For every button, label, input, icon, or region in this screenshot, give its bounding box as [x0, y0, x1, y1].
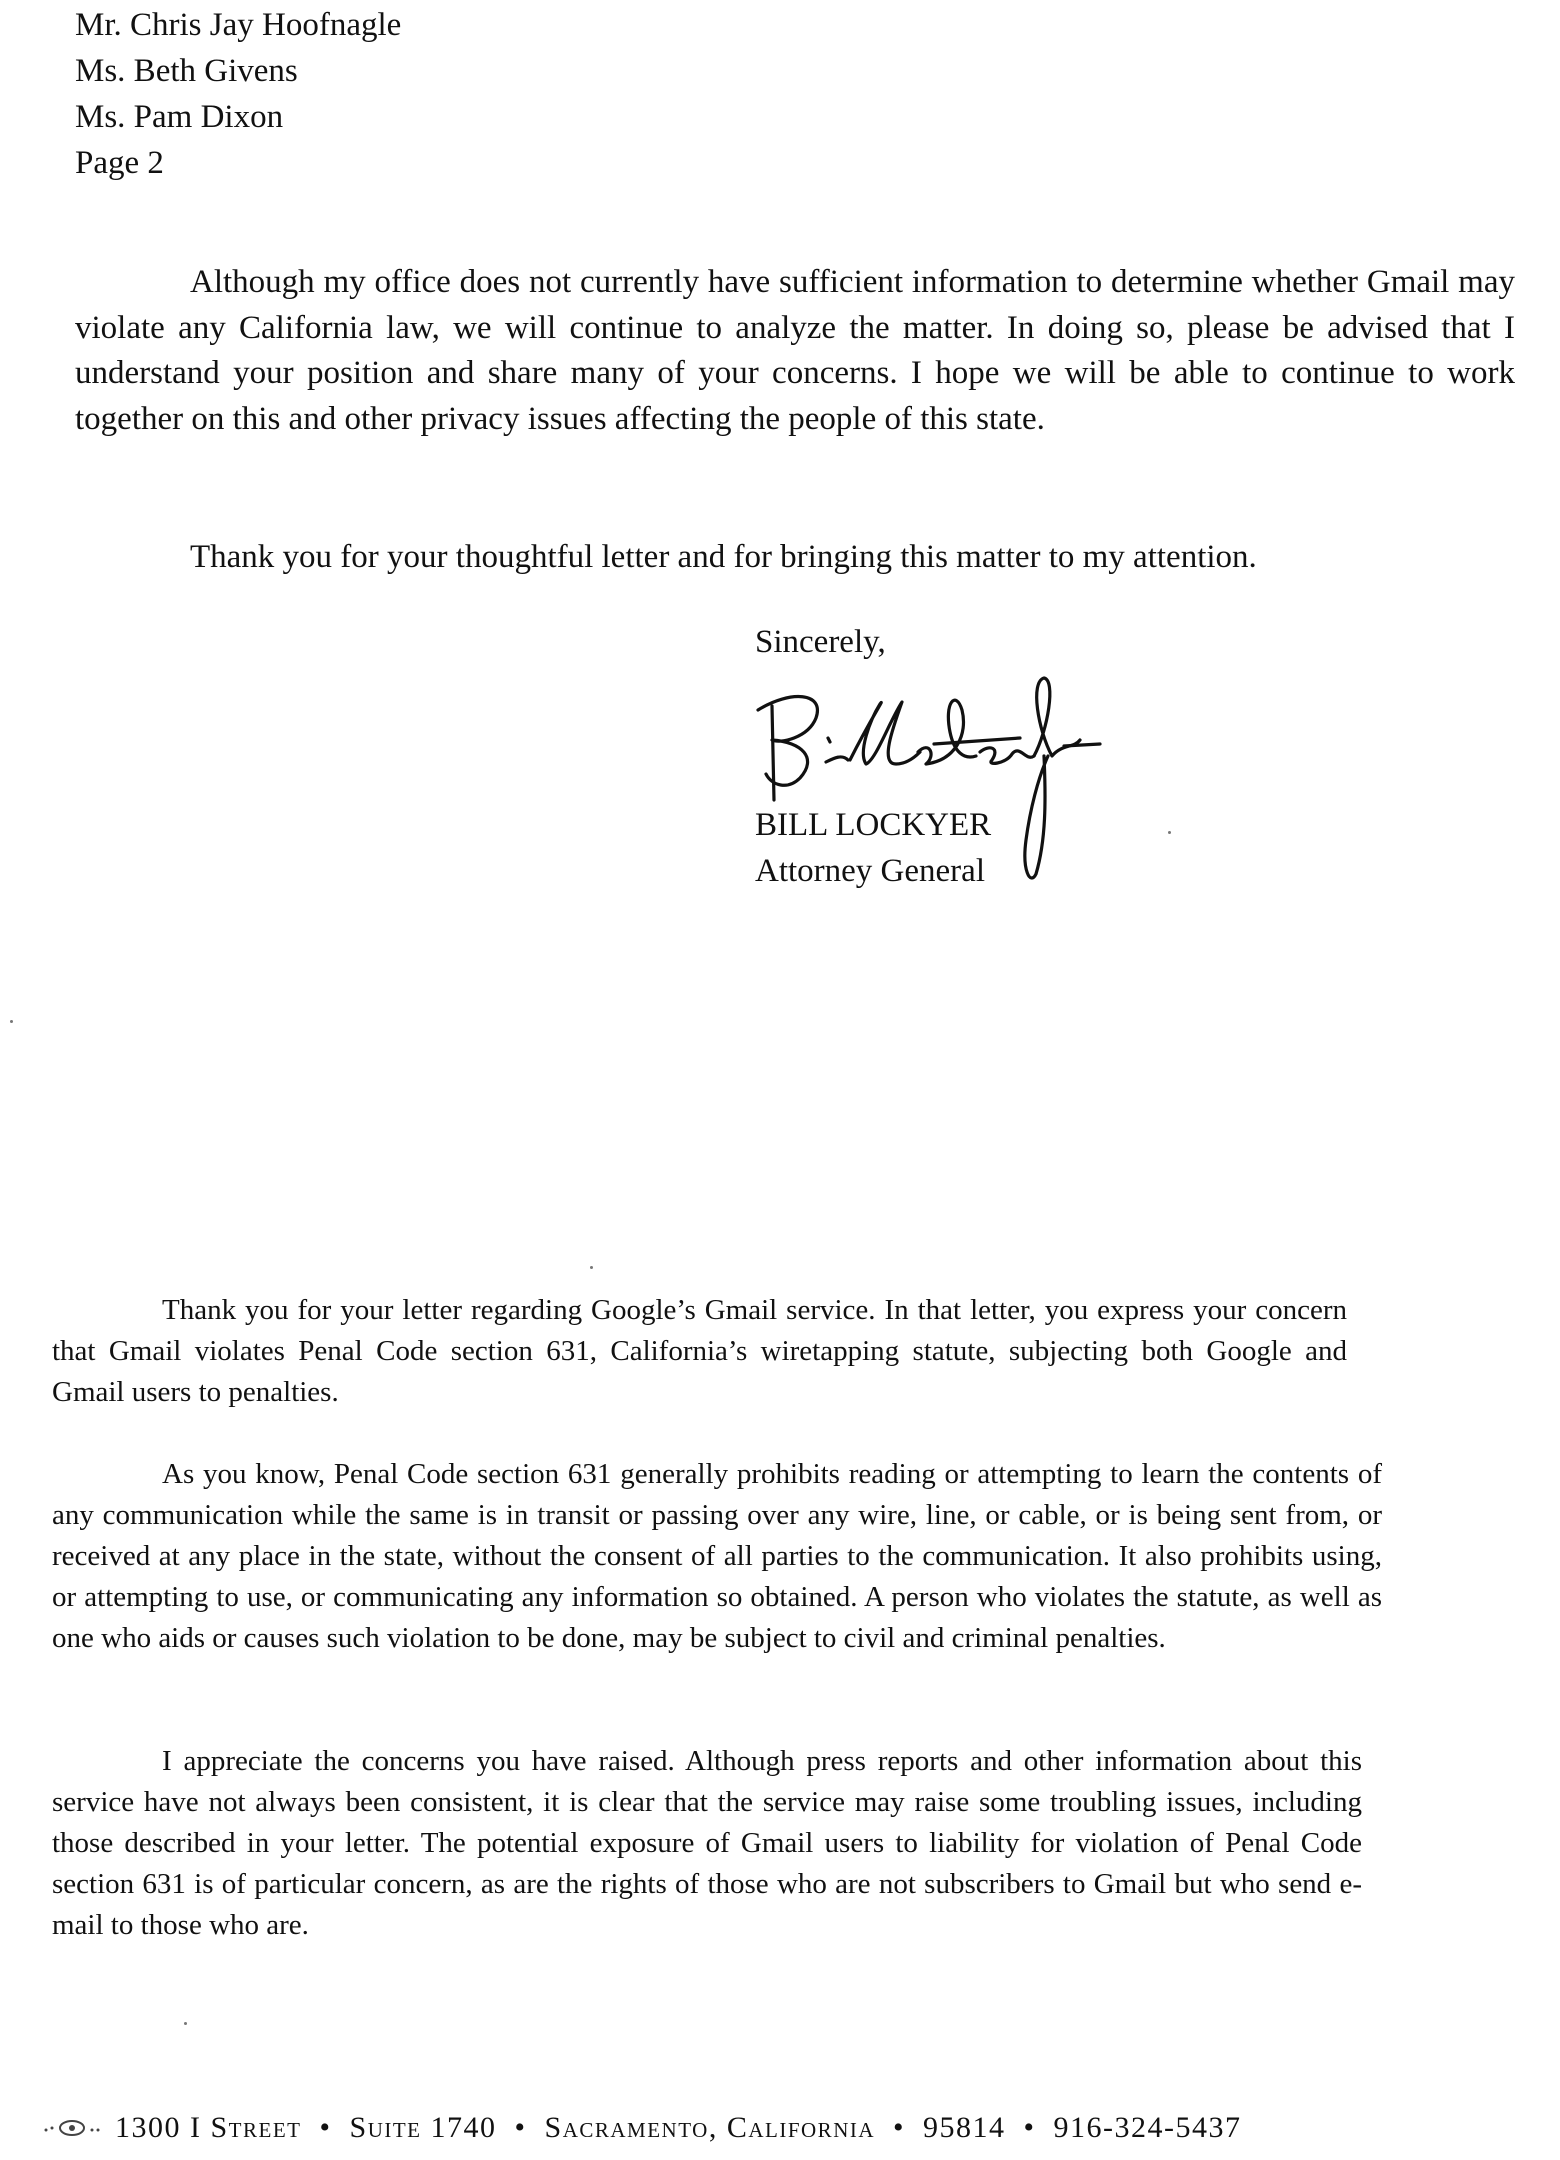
scan-speck: [184, 2022, 187, 2025]
scan-speck: [1168, 831, 1171, 834]
footer-suite: Suite 1740: [349, 2111, 497, 2144]
footer-address-line: [115, 2108, 1242, 2148]
body-paragraph-1: [75, 260, 1515, 442]
signer-title: Attorney General: [755, 853, 985, 889]
quoted-paragraph-2-text: As you know, Penal Code section 631 generally prohibits reading or attempting to learn the contents of any communication while the same is in transit or passing over any wire, line, or cable, or is being sent from, or received at any place in the state, without the consent of all parties to the communication. It also prohibits using, or attempting to use, or communicating any information so obtained. A person who violates the statute, as well as one who aids or causes such violation to be done, may be subject to civil and criminal penalties.: [52, 1458, 1382, 1654]
quoted-paragraph-3-text: I appreciate the concerns you have raised. Although press reports and other information about this service have not always been consistent, it is clear that the service may raise some troubling issues, including those described in your letter. The potential exposure of Gmail users to liability for violation of Penal Code section 631 is of particular concern, as are the rights of those who are not subscribers to Gmail but who send e-mail to those who are.: [52, 1745, 1362, 1941]
recipient-line-3: Ms. Pam Dixon: [75, 99, 284, 135]
footer-bullet: •: [893, 2111, 906, 2144]
closing-salutation: Sincerely,: [755, 624, 886, 660]
footer-phone: 916-324-5437: [1053, 2111, 1242, 2144]
recipient-line-2: Ms. Beth Givens: [75, 53, 298, 89]
quoted-paragraph-1: [52, 1290, 1347, 1413]
footer-bullet: •: [514, 2111, 527, 2144]
scan-speck: [590, 1266, 593, 1269]
quoted-paragraph-2: [52, 1454, 1382, 1659]
page-number: Page 2: [75, 145, 164, 181]
quoted-paragraph-1-text: Thank you for your letter regarding Google’s Gmail service. In that letter, you express your concern that Gmail violates Penal Code section 631, California’s wiretapping statute, subjecting both Google and Gmail users to penalties.: [52, 1294, 1347, 1408]
printer-mark-icon: [42, 2114, 112, 2142]
quoted-paragraph-3: [52, 1741, 1362, 1946]
scan-speck: [10, 1020, 13, 1023]
footer-bullet: •: [1023, 2111, 1036, 2144]
letterhead-footer: [0, 2108, 1560, 2148]
signer-name: BILL LOCKYER: [755, 807, 992, 843]
body-paragraph-2: [75, 535, 1515, 581]
body-paragraph-1-text: Although my office does not currently have sufficient information to determine whether Gmail may violate any California law, we will continue to analyze the matter. In doing so, please be advised that I understand your position and share many of your concerns. I hope we will be able to continue to work together on this and other privacy issues affecting the people of this state.: [75, 264, 1515, 437]
recipient-block: [75, 2, 401, 186]
footer-city: Sacramento, California: [544, 2111, 876, 2144]
body-paragraph-2-text: Thank you for your thoughtful letter and for bringing this matter to my attention.: [190, 539, 1257, 575]
footer-zip: 95814: [923, 2111, 1006, 2144]
recipient-line-1: Mr. Chris Jay Hoofnagle: [75, 7, 402, 43]
footer-bullet: •: [319, 2111, 332, 2144]
footer-street: 1300 I Street: [115, 2111, 302, 2144]
